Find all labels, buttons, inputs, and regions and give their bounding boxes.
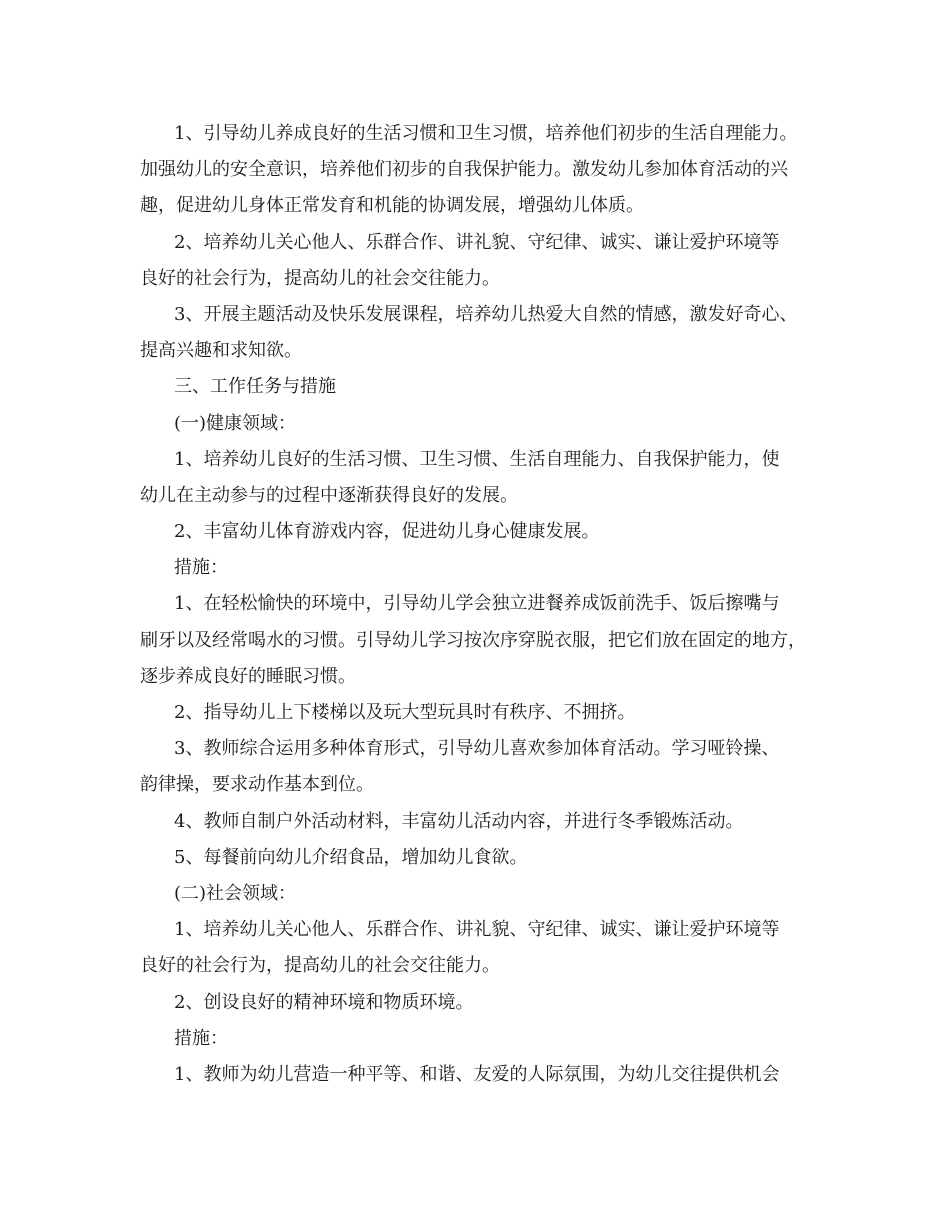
text-line: 2、培养幼儿关心他人、乐群合作、讲礼貌、守纪律、诚实、谦让爱护环境等 [174, 231, 780, 253]
text-line: 韵律操，要求动作基本到位。 [140, 774, 374, 796]
text-line: 3、开展主题活动及快乐发展课程，培养幼儿热爱大自然的情感，激发好奇心、 [174, 303, 798, 325]
document-body [140, 116, 820, 1093]
section-heading: 三、工作任务与措施 [174, 376, 336, 398]
text-line: 加强幼儿的安全意识，培养他们初步的自我保护能力。激发幼儿参加体育活动的兴 [140, 159, 788, 181]
subsection-heading: (一)健康领域： [174, 412, 297, 434]
text-line: 1、在轻松愉快的环境中，引导幼儿学会独立进餐养成饭前洗手、饭后擦嘴与 [174, 593, 780, 615]
text-line: 2、创设良好的精神环境和物质环境。 [174, 991, 474, 1013]
text-line: 4、教师自制户外活动材料，丰富幼儿活动内容，并进行冬季锻炼活动。 [174, 810, 744, 832]
subsection-heading: (二)社会领域： [174, 882, 297, 904]
text-line: 提高兴趣和求知欲。 [140, 340, 302, 362]
text-line: 1、培养幼儿关心他人、乐群合作、讲礼貌、守纪律、诚实、谦让爱护环境等 [174, 919, 780, 941]
text-line: 5、每餐前向幼儿介绍食品，增加幼儿食欲。 [174, 846, 528, 868]
text-line: 1、教师为幼儿营造一种平等、和谐、友爱的人际氛围，为幼儿交往提供机会 [174, 1063, 780, 1085]
text-line: 刷牙以及经常喝水的习惯。引导幼儿学习按次序穿脱衣服，把它们放在固定的地方， [140, 629, 806, 651]
text-line: 良好的社会行为，提高幼儿的社会交往能力。 [140, 955, 500, 977]
text-line: 2、丰富幼儿体育游戏内容，促进幼儿身心健康发展。 [174, 521, 600, 543]
measures-label: 措施： [174, 1027, 228, 1049]
measures-label: 措施： [174, 557, 228, 579]
text-line: 1、培养幼儿良好的生活习惯、卫生习惯、生活自理能力、自我保护能力，使 [174, 448, 780, 470]
text-line: 幼儿在主动参与的过程中逐渐获得良好的发展。 [140, 484, 518, 506]
text-line: 良好的社会行为，提高幼儿的社会交往能力。 [140, 267, 500, 289]
text-line: 2、指导幼儿上下楼梯以及玩大型玩具时有秩序、不拥挤。 [174, 702, 636, 723]
text-line: 3、教师综合运用多种体育形式，引导幼儿喜欢参加体育活动。学习哑铃操、 [174, 738, 780, 760]
text-line: 趣，促进幼儿身体正常发育和机能的协调发展，增强幼儿体质。 [140, 195, 644, 217]
text-line: 1、引导幼儿养成良好的生活习惯和卫生习惯，培养他们初步的生活自理能力。 [174, 123, 798, 144]
text-line: 逐步养成良好的睡眠习惯。 [140, 665, 356, 687]
